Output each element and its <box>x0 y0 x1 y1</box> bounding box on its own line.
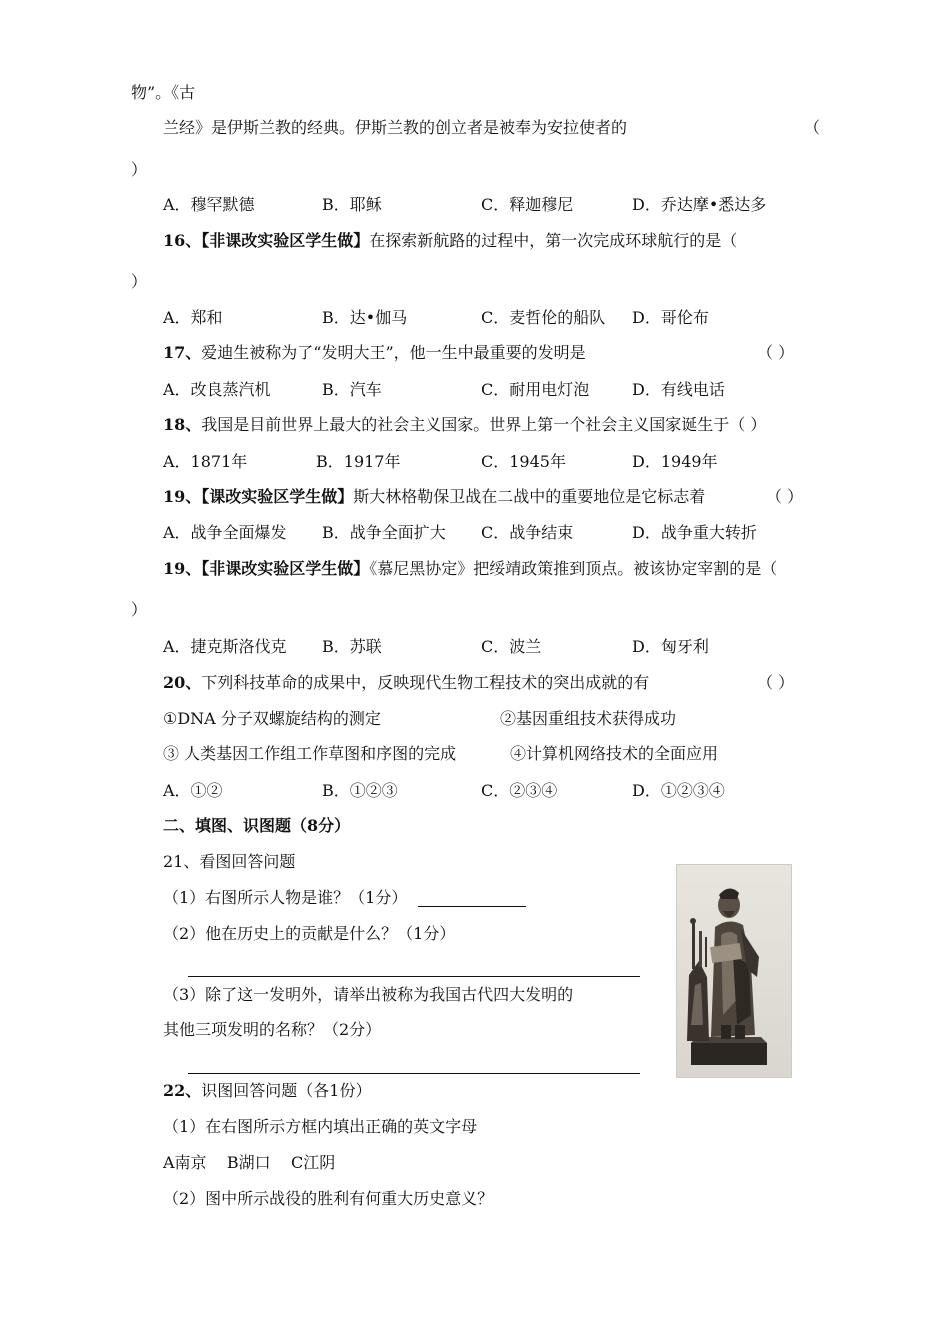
q19a-question <box>163 486 705 508</box>
q22-place-list: A南京 B湖口 C江阴 <box>163 1153 336 1172</box>
q22-part-1: （1）在右图所示方框内填出正确的英文字母 <box>163 1117 478 1136</box>
q18-option-c: C．1945年 <box>481 452 566 471</box>
q18-text: 我国是目前世界上最大的社会主义国家。世界上第一个社会主义国家诞生于（ ） <box>201 415 767 434</box>
q18-option-a: A．1871年 <box>163 452 248 471</box>
q16-text: 在探索新航路的过程中，第一次完成环球航行的是（ <box>369 231 738 250</box>
q20-text: 下列科技革命的成果中，反映现代生物工程技术的突出成就的有 <box>201 673 650 692</box>
q20-question <box>163 672 649 694</box>
q20-item-2: ②基因重组技术获得成功 <box>500 709 677 728</box>
q15-continuation-2: 兰经》是伊斯兰教的经典。伊斯兰教的创立者是被奉为安拉使者的 <box>163 118 628 137</box>
q19b-number: 19、 <box>163 559 202 578</box>
q17-option-b: B．汽车 <box>322 380 382 399</box>
q17-option-a: A．改良蒸汽机 <box>163 380 271 399</box>
q15-continuation-1: 物”。《古 <box>131 83 196 102</box>
q21-part-1: （1）右图所示人物是谁？（1分） <box>163 888 408 907</box>
q17-text: 爱迪生被称为了“发明大王”，他一生中最重要的发明是 <box>201 343 586 362</box>
statue-figure-image <box>676 864 792 1078</box>
q20-item-4: ④计算机网络技术的全面应用 <box>510 744 719 763</box>
q18-question <box>163 414 766 436</box>
q19a-answer-paren: （ ） <box>766 487 804 506</box>
q20-number: 20、 <box>163 673 202 692</box>
q16-answer-paren-close: ） <box>131 272 148 291</box>
q22-number: 22、 <box>163 1081 202 1100</box>
section-2-heading: 二、填图、识图题（8分） <box>163 816 351 835</box>
q16-option-d: D．哥伦布 <box>632 308 709 327</box>
q22-title <box>163 1080 371 1102</box>
q19b-option-c: C．波兰 <box>481 637 542 656</box>
q21-part-3-line-2: 其他三项发明的名称？（2分） <box>163 1020 382 1039</box>
q19a-option-d: D．战争重大转折 <box>632 523 757 542</box>
q19b-answer-paren-close: ） <box>131 600 148 619</box>
q15-option-d: D．乔达摩•悉达多 <box>632 195 767 214</box>
q21-part-3-line-1: （3）除了这一发明外，请举出被称为我国古代四大发明的 <box>163 985 574 1004</box>
q15-answer-paren-open: （ <box>804 118 821 137</box>
q15-option-a: A．穆罕默德 <box>163 195 255 214</box>
q15-option-b: B．耶稣 <box>322 195 382 214</box>
q19a-number: 19、 <box>163 487 202 506</box>
q16-option-c: C．麦哲伦的船队 <box>481 308 606 327</box>
q19b-tag: 【非课改实验区学生做】 <box>201 559 370 578</box>
q20-answer-paren: （ ） <box>757 673 795 692</box>
q16-question <box>163 230 737 252</box>
statue-figure-illustration <box>677 865 791 1077</box>
q20-item-1: ①DNA 分子双螺旋结构的测定 <box>163 709 381 728</box>
q21-part-2-answer-blank[interactable] <box>188 976 640 977</box>
q19a-tag: 【课改实验区学生做】 <box>201 487 354 506</box>
q17-option-c: C．耐用电灯泡 <box>481 380 590 399</box>
q18-number: 18、 <box>163 415 202 434</box>
q21-part-3-answer-blank[interactable] <box>188 1073 640 1074</box>
q19a-option-c: C．战争结束 <box>481 523 574 542</box>
q19a-option-b: B．战争全面扩大 <box>322 523 446 542</box>
q21-part-1-answer-blank[interactable] <box>418 906 526 907</box>
q22-part-2: （2）图中所示战役的胜利有何重大历史意义？ <box>163 1189 494 1208</box>
q19b-option-a: A．捷克斯洛伐克 <box>163 637 287 656</box>
q19a-text: 斯大林格勒保卫战在二战中的重要地位是它标志着 <box>353 487 706 506</box>
q15-answer-paren-close: ） <box>131 160 148 179</box>
q18-option-b: B．1917年 <box>316 452 401 471</box>
q19a-option-a: A．战争全面爆发 <box>163 523 287 542</box>
q19b-question <box>163 558 777 580</box>
q16-number: 16、 <box>163 231 202 250</box>
q21-part-2: （2）他在历史上的贡献是什么？（1分） <box>163 924 456 943</box>
q16-option-a: A．郑和 <box>163 308 223 327</box>
q17-answer-paren: （ ） <box>757 343 795 362</box>
q20-option-c: C．②③④ <box>481 781 558 800</box>
q17-option-d: D．有线电话 <box>632 380 725 399</box>
q20-option-d: D．①②③④ <box>632 781 725 800</box>
q19b-option-d: D．匈牙利 <box>632 637 709 656</box>
q21-title: 21、看图回答问题 <box>163 852 296 871</box>
q20-item-3: ③ 人类基因工作组工作草图和序图的完成 <box>163 744 457 763</box>
q17-number: 17、 <box>163 343 202 362</box>
q18-option-d: D．1949年 <box>632 452 718 471</box>
q20-option-a: A．①② <box>163 781 223 800</box>
q16-option-b: B．达•伽马 <box>322 308 408 327</box>
q16-tag: 【非课改实验区学生做】 <box>201 231 370 250</box>
q22-text: 识图回答问题（各1份） <box>201 1081 372 1100</box>
q20-option-b: B．①②③ <box>322 781 398 800</box>
q19b-option-b: B．苏联 <box>322 637 382 656</box>
q15-option-c: C．释迦穆尼 <box>481 195 574 214</box>
q17-question <box>163 342 586 364</box>
q19b-text: 《慕尼黑协定》把绥靖政策推到顶点。被该协定宰割的是（ <box>369 559 778 578</box>
